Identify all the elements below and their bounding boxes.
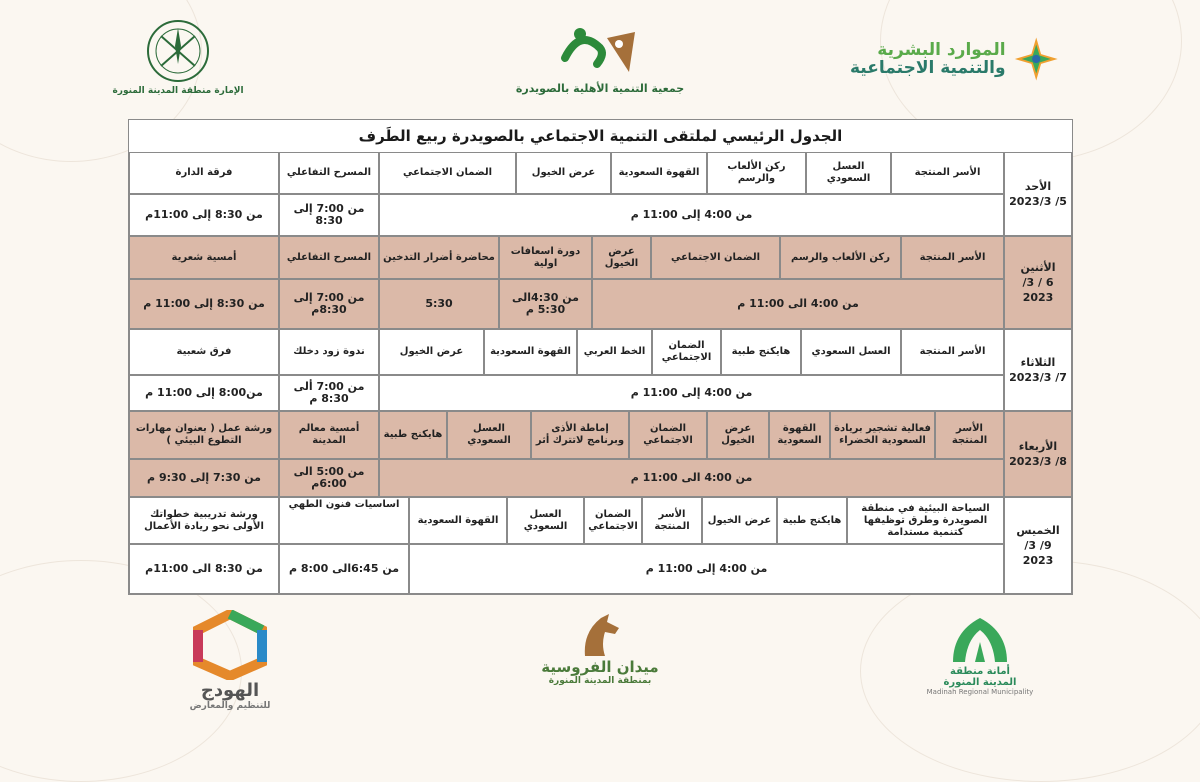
- activity-cell: الأسر المنتجة: [935, 411, 1004, 459]
- time-cell: من 5:00 الى 6:00م: [279, 459, 379, 497]
- activity-cell: هايكنج طبية: [379, 411, 447, 459]
- activity-cell: العسل السعودي: [801, 329, 901, 375]
- ministry-star-icon: [1012, 24, 1060, 94]
- day-cell-wednesday: الأربعاء 8/ 2023/3: [1004, 411, 1072, 497]
- activity-cell: عرض الخيول: [516, 152, 611, 194]
- activity-cell: دورة اسعافات اولية: [499, 236, 592, 279]
- schedule-title: الجدول الرئيسي لملتقى التنمية الاجتماعي بالصويدرة ربيع الطَرف: [129, 120, 1072, 153]
- time-cell: من 8:30 إلى 11:00م: [129, 194, 279, 236]
- equestrian-field-logo: [525, 612, 675, 686]
- activity-cell: السياحة البيئية في منطقة الصويدرة وطرق توظيفها كتنمية مستدامة: [847, 497, 1004, 544]
- activity-cell: إماطة الأذى وبرنامج لاتترك أثر: [531, 411, 629, 459]
- activity-cell: العسل السعودي: [507, 497, 584, 544]
- time-cell: 5:30: [379, 279, 499, 329]
- activity-cell: العسل السعودي: [806, 152, 891, 194]
- time-cell: من 7:00 ألى 8:30 م: [279, 375, 379, 411]
- activity-cell: الأسر المنتجة: [901, 329, 1004, 375]
- time-cell: من 4:30الى 5:30 م: [499, 279, 592, 329]
- time-cell: من 4:00 الى 11:00 م: [592, 279, 1004, 329]
- equestrian-name: ميدان الفروسية: [541, 658, 659, 676]
- activity-cell: المسرح التفاعلي: [279, 152, 379, 194]
- activity-cell: عرض الخيول: [379, 329, 484, 375]
- activity-cell: الضمان الاجتماعي: [652, 329, 721, 375]
- municipality-english: Madinah Regional Municipality: [926, 688, 1034, 696]
- alhawdaj-name: الهودج: [200, 680, 260, 701]
- time-cell: من 7:30 إلى 9:30 م: [129, 459, 279, 497]
- time-cell: من8:00 إلى 11:00 م: [129, 375, 279, 411]
- day-cell-sunday: الأحد 5/ 2023/3: [1004, 152, 1072, 236]
- activity-cell: محاضرة أضرار التدخين: [379, 236, 499, 279]
- hr-ministry-logo: [850, 24, 1060, 94]
- development-association-logo: [515, 18, 685, 95]
- horse-head-icon: [575, 612, 625, 658]
- alhawdaj-logo: [170, 610, 290, 711]
- activity-cell: الأسر المنتجة: [901, 236, 1004, 279]
- time-cell: من 4:00 إلى 11:00 م: [409, 544, 1004, 594]
- municipality-line1: أمانة منطقة: [950, 666, 1010, 677]
- ministry-text: الموارد البشرية والتنمية الاجتماعية: [850, 40, 1006, 78]
- municipality-line2: المدينة المنورة: [943, 677, 1017, 688]
- activity-cell: فعالية تشجير بريادة السعودية الخضراء: [830, 411, 935, 459]
- day-cell-tuesday: الثلاثاء 7/ 2023/3: [1004, 329, 1072, 411]
- activity-cell: عرض الخيول: [707, 411, 769, 459]
- activity-cell: المسرح التفاعلي: [279, 236, 379, 279]
- activity-cell: فرقة الدارة: [129, 152, 279, 194]
- emblem-icon: [143, 16, 213, 86]
- hexagon-icon: [190, 610, 270, 680]
- activity-cell: القهوة السعودية: [611, 152, 707, 194]
- association-name: جمعية التنمية الأهلية بالصويدرة: [515, 82, 685, 95]
- activity-cell: عرض الخيول: [702, 497, 777, 544]
- schedule-table: [128, 119, 1073, 595]
- association-icon: [545, 18, 655, 82]
- activity-cell: القهوة السعودية: [769, 411, 830, 459]
- activity-cell: ركن الألعاب والرسم: [780, 236, 901, 279]
- activity-cell: ورشة تدريبية خطواتك الأولى نحو ريادة الأعمال: [129, 497, 279, 544]
- time-cell: من 7:00 إلى 8:30: [279, 194, 379, 236]
- activity-cell: الأسر المنتجة: [891, 152, 1004, 194]
- activity-cell: القهوة السعودية: [484, 329, 577, 375]
- activity-cell: الأسر المنتجة: [642, 497, 702, 544]
- activity-cell: هايكنج طبية: [777, 497, 847, 544]
- activity-cell: الضمان الاجتماعي: [584, 497, 642, 544]
- time-cell: من 6:45الى 8:00 م: [279, 544, 409, 594]
- activity-cell: القهوة السعودية: [409, 497, 507, 544]
- day-cell-monday: الأثنين 6 / 3/ 2023: [1004, 236, 1072, 329]
- activity-cell: الضمان الاجتماعي: [629, 411, 707, 459]
- activity-cell: ورشة عمل ( بعنوان مهارات التطوع البيئي ): [129, 411, 279, 459]
- alhawdaj-sub: للتنظيم والمعارض: [189, 701, 271, 711]
- madinah-municipality-logo: [920, 612, 1040, 696]
- activity-cell: عرض الخيول: [592, 236, 651, 279]
- activity-cell: الضمان الاجتماعي: [379, 152, 516, 194]
- activity-cell: هايكنج طبية: [721, 329, 801, 375]
- time-cell: من 8:30 إلى 11:00 م: [129, 279, 279, 329]
- activity-cell: الخط العربي: [577, 329, 652, 375]
- activity-cell: أمسية شعرية: [129, 236, 279, 279]
- day-cell-thursday: الخميس 9/ 3/ 2023: [1004, 497, 1072, 594]
- time-cell: من 4:00 إلى 11:00 م: [379, 375, 1004, 411]
- time-cell: من 8:30 الى 11:00م: [129, 544, 279, 594]
- time-cell: من 4:00 الى 11:00 م: [379, 459, 1004, 497]
- emblem-caption: الإمارة منطقة المدينة المنورة: [112, 86, 244, 96]
- palm-icon: [945, 612, 1015, 666]
- activity-cell: أمسية معالم المدينة: [279, 411, 379, 459]
- time-cell: من 4:00 إلى 11:00 م: [379, 194, 1004, 236]
- equestrian-sub: بمنطقة المدينة المنورة: [548, 676, 652, 686]
- activity-cell: ركن الألعاب والرسم: [707, 152, 806, 194]
- activity-cell: العسل السعودي: [447, 411, 531, 459]
- activity-cell: الضمان الاجتماعي: [651, 236, 780, 279]
- activity-cell: اساسيات فنون الطهي: [279, 497, 409, 544]
- activity-cell: فرق شعبية: [129, 329, 279, 375]
- activity-cell: ندوة زود دخلك: [279, 329, 379, 375]
- emirate-emblem-logo: [112, 16, 244, 96]
- time-cell: من 7:00 إلى 8:30م: [279, 279, 379, 329]
